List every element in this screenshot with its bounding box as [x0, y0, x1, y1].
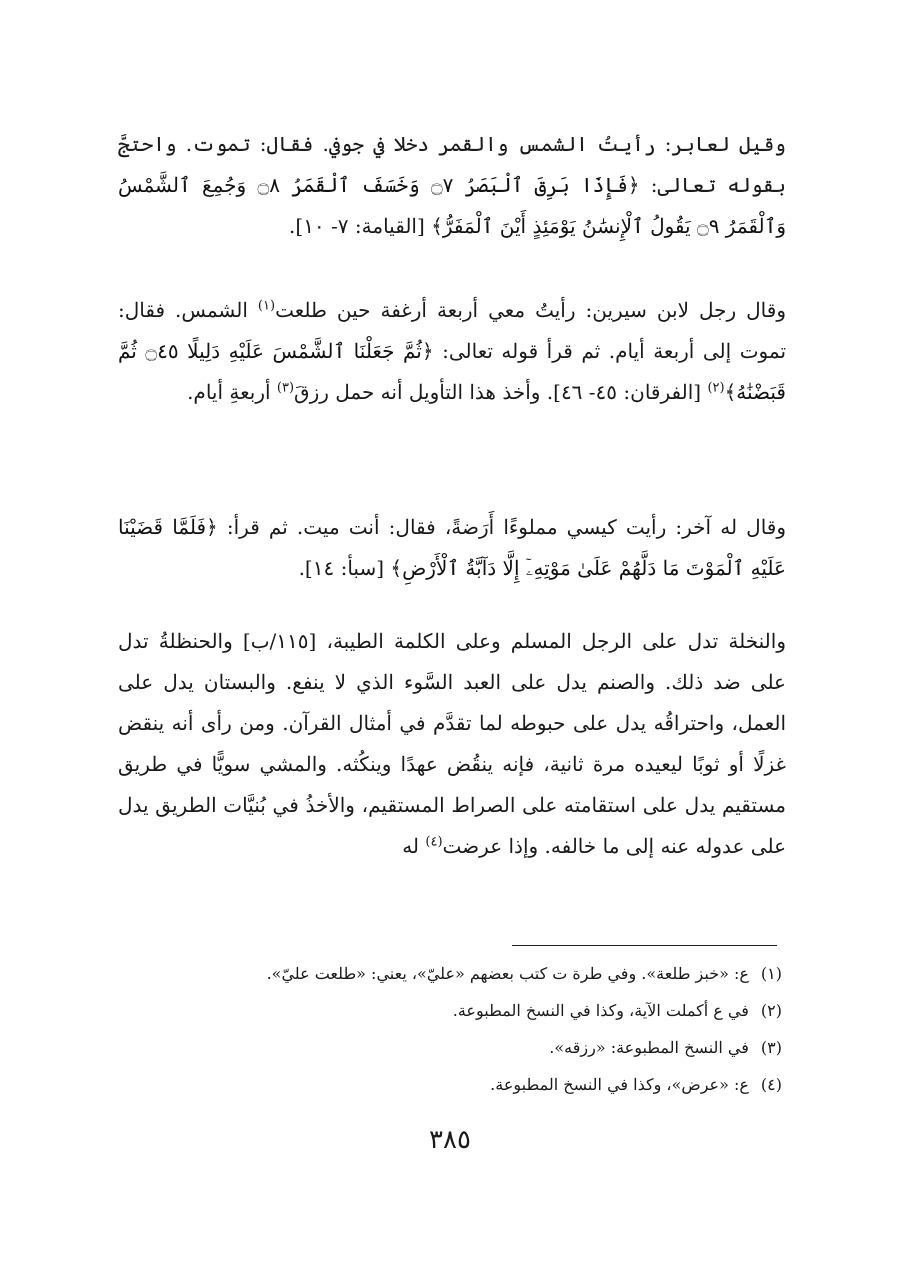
- paragraph-2-tail: أربعةِ أيام.: [187, 380, 277, 404]
- footnote-text: ع: «خبز طلعة». وفي طرة ت كتب بعضهم «عليّ»، يعني: «طلعت عليّ».: [266, 964, 749, 983]
- quran-verse-1: ﴿فَإِذَا بَرِقَ ٱلْبَصَرُ ۝٧ وَخَسَفَ ٱلْقَمَرُ ۝٨ وَجُمِعَ ٱلشَّمْسُ وَٱلْقَمَرُ ۝٩ يَقُولُ ٱلْإِنسَٰنُ يَوْمَئِذٍ أَيْنَ ٱلْمَفَرُّ﴾: [118, 173, 786, 238]
- paragraph-4: [118, 621, 786, 867]
- paragraph-3: [118, 507, 786, 589]
- footnote-2: [114, 992, 782, 1029]
- footnote-marker-1[interactable]: (١): [257, 298, 276, 314]
- footnote-3: [114, 1029, 782, 1066]
- footnotes: [114, 955, 782, 1103]
- verse-reference-1: [القيامة: ٧- ١٠].: [289, 214, 432, 238]
- paragraph-2-mid: الشمس. فقال: تموت إلى أربعة أيام. ثم قرأ قوله تعالى:: [118, 298, 787, 363]
- footnote-text: ع: «عرض»، وكذا في النسخ المطبوعة.: [490, 1075, 749, 1094]
- footnote-text: في النسخ المطبوعة: «رزقه».: [549, 1038, 749, 1057]
- footnote-number: (٤): [760, 1075, 782, 1094]
- paragraph-2: [118, 290, 786, 413]
- paragraph-4-text: والنخلة تدل على الرجل المسلم وعلى الكلمة الطيبة، [١١٥/ب] والحنظلةُ تدل على ضد ذلك. والصنم يدل على العبد السَّوء الذي لا ينفع. والبستان يدل على العمل، واحتراقُه يدل على حبوطه لما تقدَّم في أمثال القرآن. ومن رأى أنه ينقض غزلًا أو ثوبًا ليعيده مرة ثانية، فإنه ينقُض عهدًا وينكُثه. والمشي سويًّا في طريق مستقيم يدل على استقامته على الصراط المستقيم، والأخذُ في بُنيَّات الطريق يدل على عدوله عنه إلى ما خالفه. وإذا عرضت: [118, 629, 786, 858]
- paragraph-1-text: وقيل لعابر: رأيتُ الشمس والقمر دخلا في جوفي. فقال: تموت. واحتجَّ بقوله تعالى:: [118, 132, 786, 197]
- paragraph-3-text: وقال له آخر: رأيت كيسي مملوءًا أَرَضةً، فقال: أنت ميت. ثم قرأ:: [217, 515, 787, 539]
- footnote-4: [114, 1066, 782, 1103]
- footnote-1: [114, 955, 782, 992]
- footnote-text: في ع أكملت الآية، وكذا في النسخ المطبوعة.: [452, 1001, 749, 1020]
- quran-verse-2: ﴿ثُمَّ جَعَلْنَا ٱلشَّمْسَ عَلَيْهِ دَلِيلًا ۝٤٥ ثُمَّ قَبَضْنَٰهُ﴾: [118, 339, 786, 404]
- paragraph-2-lead: وقال رجل لابن سيرين: رأيتُ معي أربعة أرغفة حين طلعت: [275, 298, 786, 322]
- footnote-number: (٣): [760, 1038, 782, 1057]
- footnote-number: (١): [760, 964, 782, 983]
- paragraph-1: [118, 124, 786, 247]
- paragraph-4-tail: له: [402, 834, 426, 858]
- footnote-marker-3[interactable]: (٣): [276, 380, 295, 396]
- verse-reference-3: [سبأ: ١٤].: [298, 556, 391, 580]
- page-number: ٣٨٥: [429, 1125, 471, 1155]
- footnote-marker-4[interactable]: (٤): [425, 834, 443, 850]
- footnote-number: (٢): [760, 1001, 782, 1020]
- verse-reference-2: [الفرقان: ٤٥- ٤٦]. وأخذ هذا التأويل أنه حمل رزقَ: [294, 380, 708, 404]
- footnote-divider: [512, 945, 777, 946]
- quran-verse-3: ﴿فَلَمَّا قَضَيْنَا عَلَيْهِ ٱلْمَوْتَ مَا دَلَّهُمْ عَلَىٰ مَوْتِهِۦٓ إِلَّا دَآبَّةُ ٱلْأَرْضِ﴾: [118, 515, 786, 580]
- footnote-marker-2[interactable]: (٢): [707, 380, 725, 396]
